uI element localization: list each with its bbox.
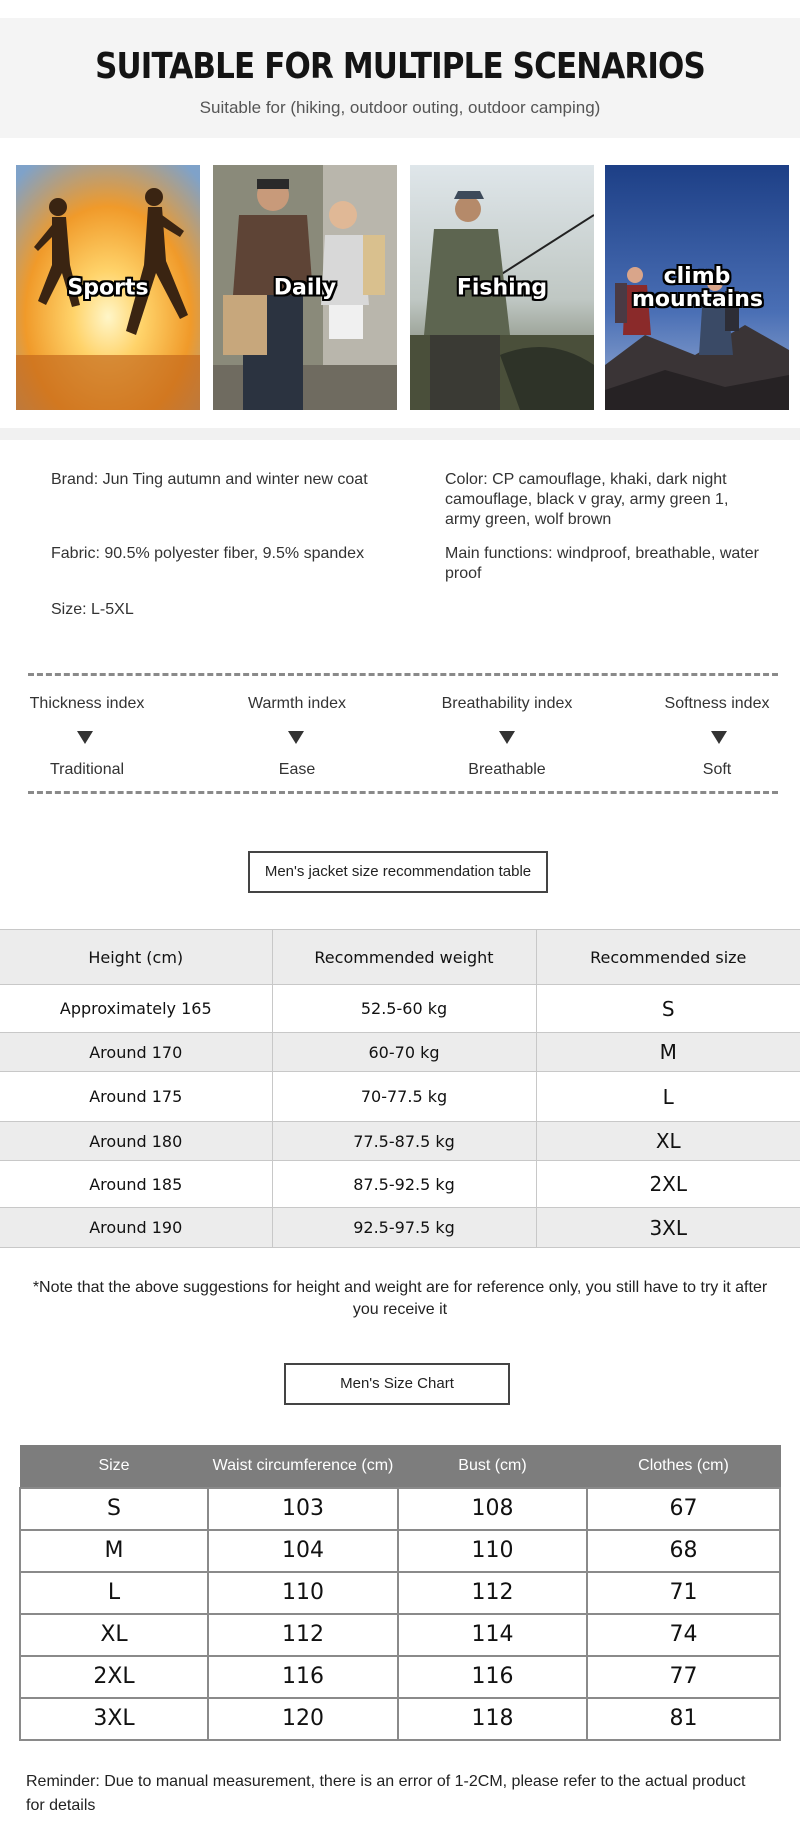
scenario-gallery [16, 165, 789, 410]
table-row [20, 1572, 780, 1614]
size-cell: XL [536, 1122, 800, 1161]
index-breathability-name: Breathability index [441, 695, 573, 712]
height-cell: Around 185 [0, 1161, 272, 1208]
height-cell: Around 175 [0, 1072, 272, 1122]
recommendation-table-title: Men's jacket size recommendation table [248, 851, 548, 893]
table-row [20, 1614, 780, 1656]
waist-cell: 112 [208, 1614, 398, 1656]
scenario-sports-label: Sports [67, 274, 149, 300]
size-cell: L [536, 1072, 800, 1122]
dashed-divider-bottom [28, 791, 778, 794]
warmth-down-arrow-icon [288, 731, 304, 744]
clothes-cell: 71 [587, 1572, 780, 1614]
size-cell: 2XL [20, 1656, 208, 1698]
softness-down-arrow-icon [711, 731, 727, 744]
scenario-sports-image [16, 165, 200, 410]
bust-cell: 116 [398, 1656, 587, 1698]
index-warmth-value: Ease [278, 761, 316, 778]
clothes-cell: 81 [587, 1698, 780, 1740]
clothes-cell: 77 [587, 1656, 780, 1698]
clothes-cell: 67 [587, 1488, 780, 1530]
weight-cell: 87.5-92.5 kg [272, 1161, 536, 1208]
table-row [0, 1122, 800, 1161]
bust-cell: 112 [398, 1572, 587, 1614]
header-waist: Waist circumference (cm) [208, 1446, 398, 1488]
spec-color: Color: CP camouflage, khaki, dark night camouflage, black v gray, army green 1, army green, wolf brown [445, 471, 729, 528]
weight-cell: 60-70 kg [272, 1033, 536, 1072]
waist-cell: 104 [208, 1530, 398, 1572]
top-strip [0, 0, 800, 18]
recommendation-header-row [0, 930, 800, 985]
measurement-reminder: Reminder: Due to manual measurement, there is an error of 1-2CM, please refer to the actual product for details [26, 1773, 746, 1814]
size-chart-header-row [20, 1446, 780, 1488]
waist-cell: 110 [208, 1572, 398, 1614]
size-cell: M [20, 1530, 208, 1572]
table-row [0, 1072, 800, 1122]
header-clothes: Clothes (cm) [587, 1446, 780, 1488]
table-row [20, 1656, 780, 1698]
waist-cell: 116 [208, 1656, 398, 1698]
size-cell: XL [20, 1614, 208, 1656]
scenario-climb-image [605, 165, 789, 410]
table-row [20, 1698, 780, 1740]
scenario-fishing-label: Fishing [456, 274, 548, 300]
bust-cell: 110 [398, 1530, 587, 1572]
reference-note: *Note that the above suggestions for height and weight are for reference only, you still have to try it after you receive it [32, 1279, 768, 1318]
clothes-cell: 74 [587, 1614, 780, 1656]
table-row [0, 985, 800, 1033]
scenario-daily-image [213, 165, 397, 410]
table-row [0, 1033, 800, 1072]
size-cell: 2XL [536, 1161, 800, 1208]
size-cell: M [536, 1033, 800, 1072]
height-cell: Around 170 [0, 1033, 272, 1072]
table-row [20, 1488, 780, 1530]
index-softness-name: Softness index [664, 695, 770, 712]
size-recommendation-table [0, 929, 800, 1248]
table-row [20, 1530, 780, 1572]
dashed-divider-top [28, 673, 778, 676]
page-subtitle: Suitable for (hiking, outdoor outing, outdoor camping) [199, 98, 601, 117]
bust-cell: 108 [398, 1488, 587, 1530]
thickness-down-arrow-icon [77, 731, 93, 744]
waist-cell: 103 [208, 1488, 398, 1530]
weight-cell: 70-77.5 kg [272, 1072, 536, 1122]
section-divider [0, 428, 800, 440]
table-row [0, 1208, 800, 1248]
spec-brand: Brand: Jun Ting autumn and winter new coat [51, 471, 368, 488]
breathability-down-arrow-icon [499, 731, 515, 744]
clothes-cell: 68 [587, 1530, 780, 1572]
index-thickness-name: Thickness index [29, 695, 145, 712]
size-cell: 3XL [536, 1208, 800, 1248]
size-cell: S [536, 985, 800, 1033]
bust-cell: 118 [398, 1698, 587, 1740]
height-cell: Around 180 [0, 1122, 272, 1161]
header-bust: Bust (cm) [398, 1446, 587, 1488]
height-cell: Approximately 165 [0, 985, 272, 1033]
spec-functions: Main functions: windproof, breathable, water proof [445, 545, 759, 582]
size-cell: L [20, 1572, 208, 1614]
index-softness-value: Soft [702, 761, 732, 778]
bust-cell: 114 [398, 1614, 587, 1656]
spec-size: Size: L-5XL [51, 601, 134, 618]
index-warmth-name: Warmth index [247, 695, 347, 712]
scenario-daily-label: Daily [273, 274, 337, 300]
weight-cell: 92.5-97.5 kg [272, 1208, 536, 1248]
index-thickness-value: Traditional [49, 761, 125, 778]
weight-cell: 77.5-87.5 kg [272, 1122, 536, 1161]
size-cell: 3XL [20, 1698, 208, 1740]
size-chart-title: Men's Size Chart [284, 1363, 510, 1405]
scenario-fishing-image [410, 165, 594, 410]
header-weight: Recommended weight [272, 930, 536, 985]
header-size: Size [20, 1446, 208, 1488]
scenario-climb-label: climb mountains [632, 263, 764, 312]
page-title: SUITABLE FOR MULTIPLE SCENARIOS [95, 46, 705, 87]
height-cell: Around 190 [0, 1208, 272, 1248]
spec-fabric: Fabric: 90.5% polyester fiber, 9.5% spandex [51, 545, 365, 562]
table-row [0, 1161, 800, 1208]
index-breathability-value: Breathable [468, 761, 546, 778]
size-cell: S [20, 1488, 208, 1530]
size-chart-table [19, 1445, 781, 1741]
weight-cell: 52.5-60 kg [272, 985, 536, 1033]
hero-banner [0, 18, 800, 138]
header-height: Height (cm) [0, 930, 272, 985]
waist-cell: 120 [208, 1698, 398, 1740]
header-size: Recommended size [536, 930, 800, 985]
